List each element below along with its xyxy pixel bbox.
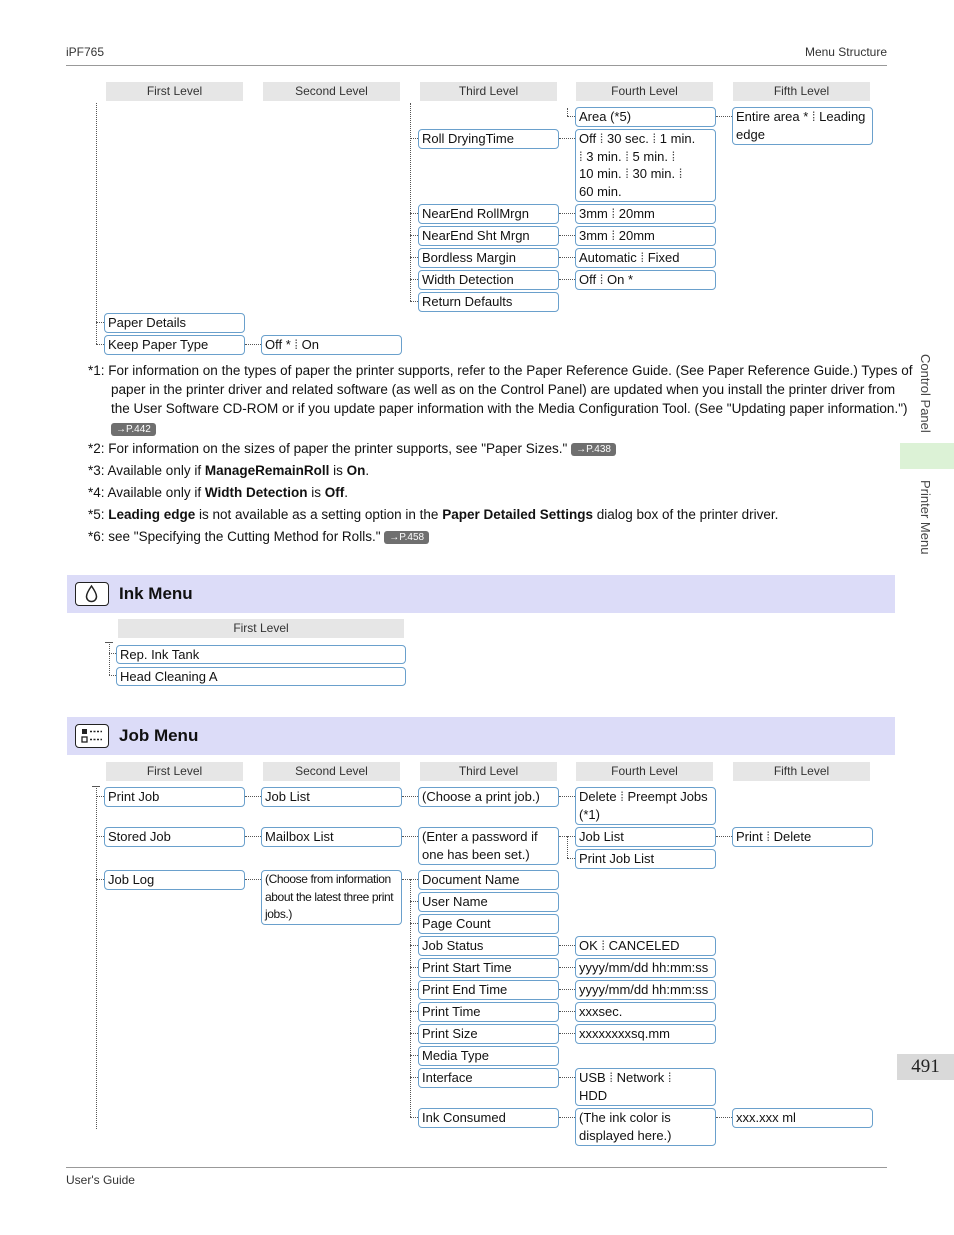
- menu-item-return-defaults[interactable]: Return Defaults: [418, 292, 559, 312]
- tree-branch: [559, 796, 575, 797]
- menu-item-job-log-choose[interactable]: (Choose from information about the latest three print jobs.): [261, 870, 402, 925]
- menu-item-bordless-margin[interactable]: Bordless Margin: [418, 248, 559, 268]
- tree-branch: [410, 923, 418, 924]
- page-ref-link[interactable]: →P.458: [384, 531, 429, 544]
- level-header-third: Third Level: [420, 82, 557, 101]
- level-header-fourth: Fourth Level: [576, 762, 713, 781]
- menu-value-job-status-options[interactable]: OK ⁞ CANCELED: [575, 936, 716, 956]
- header-model: iPF765: [66, 45, 105, 59]
- menu-item-width-detection[interactable]: Width Detection: [418, 270, 559, 290]
- menu-item-print-job[interactable]: Print Job: [104, 787, 245, 807]
- menu-value-bordless-options[interactable]: Automatic ⁞ Fixed: [575, 248, 716, 268]
- tree-root-tick: [92, 786, 100, 787]
- menu-value-width-detection-options[interactable]: Off ⁞ On *: [575, 270, 716, 290]
- section-job-menu: [67, 717, 895, 755]
- footer-rule: [66, 1167, 887, 1168]
- tree-branch: [410, 989, 418, 990]
- level-header-fifth: Fifth Level: [733, 82, 870, 101]
- tree-branch: [96, 879, 104, 880]
- menu-item-user-name[interactable]: User Name: [418, 892, 559, 912]
- tree-branch: [716, 1117, 732, 1118]
- tree-branch: [559, 967, 575, 968]
- side-label-printer-menu: Printer Menu: [918, 480, 933, 555]
- menu-item-print-start-time[interactable]: Print Start Time: [418, 958, 559, 978]
- menu-item-job-status[interactable]: Job Status: [418, 936, 559, 956]
- tree-branch: [109, 653, 116, 654]
- tree-branch: [559, 279, 575, 280]
- page-ref-link[interactable]: →P.438: [571, 443, 616, 456]
- tree-branch: [410, 301, 418, 302]
- level-header-third: Third Level: [420, 762, 557, 781]
- tree-line: [567, 836, 568, 858]
- tree-branch: [410, 1055, 418, 1056]
- header-rule: [66, 65, 887, 66]
- tree-branch: [410, 1077, 418, 1078]
- tree-branch: [559, 1011, 575, 1012]
- menu-item-choose-print-job[interactable]: (Choose a print job.): [418, 787, 559, 807]
- note-2: *2: For information on the sizes of paper the printer supports, see "Paper Sizes." →P.438: [88, 439, 616, 458]
- menu-item-interface[interactable]: Interface: [418, 1068, 559, 1088]
- section-title: Job Menu: [119, 726, 199, 745]
- menu-item-area[interactable]: Area (*5): [575, 107, 716, 127]
- tree-branch: [410, 1011, 418, 1012]
- tree-branch: [402, 879, 418, 880]
- menu-item-stored-job[interactable]: Stored Job: [104, 827, 245, 847]
- menu-item-page-count[interactable]: Page Count: [418, 914, 559, 934]
- menu-item-rep-ink-tank[interactable]: Rep. Ink Tank: [116, 645, 406, 664]
- tree-branch: [410, 1033, 418, 1034]
- tree-branch: [410, 901, 418, 902]
- tree-line: [567, 108, 568, 116]
- ink-drop-icon: [75, 582, 109, 606]
- tree-branch: [410, 257, 418, 258]
- tree-branch: [716, 116, 732, 117]
- page-number: 491: [897, 1054, 954, 1080]
- tree-branch: [96, 322, 104, 323]
- menu-value-interface-options[interactable]: USB ⁞ Network ⁞ HDD: [575, 1068, 716, 1106]
- tree-branch: [559, 213, 575, 214]
- menu-value-start-time[interactable]: yyyy/mm/dd hh:mm:ss: [575, 958, 716, 978]
- tree-branch: [716, 836, 732, 837]
- menu-item-media-type[interactable]: Media Type: [418, 1046, 559, 1066]
- menu-item-keep-paper-type[interactable]: Keep Paper Type: [104, 335, 245, 355]
- tree-branch: [109, 675, 116, 676]
- menu-value-ink-color[interactable]: (The ink color is displayed here.): [575, 1108, 716, 1146]
- menu-value-nearend-roll-options[interactable]: 3mm ⁞ 20mm: [575, 204, 716, 224]
- tree-branch: [410, 138, 418, 139]
- menu-value-end-time[interactable]: yyyy/mm/dd hh:mm:ss: [575, 980, 716, 1000]
- menu-value-keep-paper-options[interactable]: Off * ⁞ On: [261, 335, 402, 355]
- tree-line: [109, 642, 110, 675]
- menu-item-stored-job-list[interactable]: Job List: [575, 827, 716, 847]
- level-header-fourth: Fourth Level: [576, 82, 713, 101]
- tree-branch: [410, 213, 418, 214]
- note-4: *4: Available only if Width Detection is Off.: [88, 485, 348, 500]
- note-1-line-2: paper in the printer driver and related software (as well as on the Control Panel) are updated when you install the printer driver from: [111, 382, 896, 397]
- menu-item-roll-drying-time[interactable]: Roll DryingTime: [418, 129, 559, 149]
- menu-value-print-size[interactable]: xxxxxxxxsq.mm: [575, 1024, 716, 1044]
- side-label-control-panel: Control Panel: [918, 354, 933, 433]
- job-list-icon: [75, 724, 109, 748]
- tree-branch: [410, 945, 418, 946]
- note-1-ref[interactable]: [111, 419, 156, 438]
- menu-item-job-log[interactable]: Job Log: [104, 870, 245, 890]
- tree-branch: [245, 836, 261, 837]
- tree-root-tick: [105, 642, 113, 643]
- tree-line: [410, 879, 411, 1117]
- menu-item-paper-details[interactable]: Paper Details: [104, 313, 245, 333]
- tree-line: [96, 103, 97, 344]
- tree-line: [410, 103, 411, 301]
- tree-branch: [559, 945, 575, 946]
- level-header-second: Second Level: [263, 82, 400, 101]
- tree-branch: [559, 836, 575, 837]
- menu-item-job-list[interactable]: Job List: [261, 787, 402, 807]
- note-3: *3: Available only if ManageRemainRoll is On.: [88, 463, 370, 478]
- tree-branch: [559, 989, 575, 990]
- tree-branch: [402, 796, 418, 797]
- menu-item-print-size[interactable]: Print Size: [418, 1024, 559, 1044]
- tree-branch: [96, 344, 104, 345]
- tree-branch: [410, 967, 418, 968]
- tree-branch: [559, 138, 575, 139]
- menu-value-stored-job-options[interactable]: Print ⁞ Delete: [732, 827, 873, 847]
- tree-branch: [410, 279, 418, 280]
- side-tab-marker: [900, 443, 954, 469]
- header-section: Menu Structure: [804, 45, 887, 59]
- tree-branch: [559, 1077, 575, 1078]
- menu-item-nearend-shtmrgn[interactable]: NearEnd Sht Mrgn: [418, 226, 559, 246]
- tree-branch: [245, 344, 261, 345]
- tree-branch: [410, 1117, 418, 1118]
- level-header-first: First Level: [106, 762, 243, 781]
- level-header-first: First Level: [106, 82, 243, 101]
- menu-item-print-job-list[interactable]: Print Job List: [575, 849, 716, 869]
- footer-guide-title: User's Guide: [66, 1173, 135, 1187]
- menu-value-ink-amount[interactable]: xxx.xxx ml: [732, 1108, 873, 1128]
- note-5: *5: Leading edge is not available as a setting option in the Paper Detailed Settings dialog box of the printer driver.: [88, 507, 779, 522]
- menu-value-roll-drying-options[interactable]: Off ⁞ 30 sec. ⁞ 1 min. ⁞ 3 min. ⁞ 5 min. ⁞ 10 min. ⁞ 30 min. ⁞ 60 min.: [575, 129, 716, 202]
- note-1-line-3: the User Software CD-ROM or if you update paper information with the Media Configuration Tool. (See "Updating paper information."): [111, 401, 908, 416]
- tree-branch: [245, 796, 261, 797]
- menu-item-head-cleaning-a[interactable]: Head Cleaning A: [116, 667, 406, 686]
- tree-branch: [410, 235, 418, 236]
- menu-item-document-name[interactable]: Document Name: [418, 870, 559, 890]
- tree-branch: [96, 796, 104, 797]
- tree-branch: [402, 836, 418, 837]
- tree-branch: [559, 1033, 575, 1034]
- tree-branch: [559, 235, 575, 236]
- level-header-second: Second Level: [263, 762, 400, 781]
- note-6: *6: see "Specifying the Cutting Method for Rolls." →P.458: [88, 527, 429, 546]
- level-header-first: First Level: [118, 619, 404, 638]
- menu-value-nearend-sht-options[interactable]: 3mm ⁞ 20mm: [575, 226, 716, 246]
- tree-branch: [559, 1117, 575, 1118]
- tree-branch: [567, 116, 575, 117]
- section-ink-menu: [67, 575, 895, 613]
- menu-item-nearend-rollmrgn[interactable]: NearEnd RollMrgn: [418, 204, 559, 224]
- page-ref-link[interactable]: →P.442: [111, 423, 156, 436]
- tree-branch: [96, 836, 104, 837]
- level-header-fifth: Fifth Level: [733, 762, 870, 781]
- menu-item-print-time[interactable]: Print Time: [418, 1002, 559, 1022]
- note-1-line-1: *1: For information on the types of paper the printer supports, refer to the Paper Reference Guide. (See Paper Reference Guide.) Types of: [88, 363, 913, 378]
- tree-branch: [559, 257, 575, 258]
- tree-branch: [245, 879, 261, 880]
- menu-value-area-options[interactable]: Entire area * ⁞ Leading edge: [732, 107, 873, 145]
- tree-branch: [567, 858, 575, 859]
- menu-item-enter-password[interactable]: (Enter a password if one has been set.): [418, 827, 559, 865]
- menu-item-ink-consumed[interactable]: Ink Consumed: [418, 1108, 559, 1128]
- section-title: Ink Menu: [119, 584, 193, 603]
- menu-value-print-job-options[interactable]: Delete ⁞ Preempt Jobs (*1): [575, 787, 716, 825]
- menu-item-print-end-time[interactable]: Print End Time: [418, 980, 559, 1000]
- menu-value-print-time[interactable]: xxxsec.: [575, 1002, 716, 1022]
- menu-item-mailbox-list[interactable]: Mailbox List: [261, 827, 402, 847]
- tree-line: [96, 786, 97, 1129]
